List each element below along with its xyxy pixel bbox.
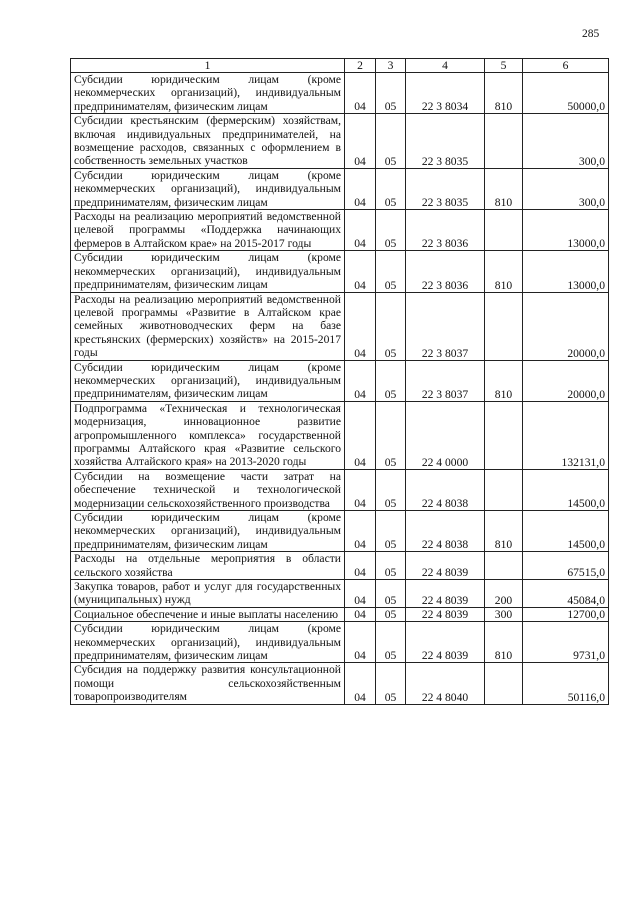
row-expense-type-cell	[485, 292, 523, 360]
row-name-cell: Закупка товаров, работ и услуг для государственных (муниципальных) нужд	[71, 580, 345, 608]
row-section-cell: 04	[345, 511, 376, 552]
row-subsection-cell: 05	[376, 663, 406, 704]
row-target-article-cell: 22 4 0000	[406, 401, 485, 469]
table-body	[71, 73, 609, 705]
row-section-cell: 04	[345, 469, 376, 510]
row-subsection-cell: 05	[376, 580, 406, 608]
row-target-article-cell: 22 3 8036	[406, 251, 485, 292]
table-row	[71, 168, 609, 209]
row-amount-cell: 13000,0	[523, 251, 609, 292]
row-section-cell: 04	[345, 251, 376, 292]
row-name-cell: Субсидии юридическим лицам (кроме некоммерческих организаций), индивидуальным предпринимателям, физическим лицам	[71, 251, 345, 292]
row-section-cell: 04	[345, 552, 376, 580]
row-expense-type-cell: 810	[485, 168, 523, 209]
row-name-cell: Расходы на реализацию мероприятий ведомственной целевой программы «Развитие в Алтайском крае семейных животноводческих ферм на базе крестьянских (фермерских) хозяйств» на 2015-2017 годы	[71, 292, 345, 360]
row-subsection-cell: 05	[376, 73, 406, 114]
table-row	[71, 251, 609, 292]
row-target-article-cell: 22 4 8038	[406, 469, 485, 510]
row-amount-cell: 14500,0	[523, 511, 609, 552]
row-subsection-cell: 05	[376, 401, 406, 469]
row-expense-type-cell: 810	[485, 73, 523, 114]
table-row	[71, 511, 609, 552]
col-header-5: 5	[485, 59, 523, 73]
row-expense-type-cell: 300	[485, 607, 523, 621]
row-subsection-cell: 05	[376, 292, 406, 360]
row-expense-type-cell: 200	[485, 580, 523, 608]
row-name-cell: Субсидии юридическим лицам (кроме некоммерческих организаций), индивидуальным предпринимателям, физическим лицам	[71, 622, 345, 663]
table-row	[71, 607, 609, 621]
row-subsection-cell: 05	[376, 607, 406, 621]
row-section-cell: 04	[345, 580, 376, 608]
row-amount-cell: 50116,0	[523, 663, 609, 704]
row-target-article-cell: 22 4 8038	[406, 511, 485, 552]
row-target-article-cell: 22 3 8034	[406, 73, 485, 114]
row-section-cell: 04	[345, 401, 376, 469]
table-row	[71, 73, 609, 114]
row-target-article-cell: 22 4 8039	[406, 552, 485, 580]
row-amount-cell: 67515,0	[523, 552, 609, 580]
row-name-cell: Подпрограмма «Техническая и технологическая модернизация, инновационное развитие агропромышленного комплекса» государственной программы Алтайского края «Развитие сельского хозяйства Алтайского края» на 2013-2020 годы	[71, 401, 345, 469]
row-amount-cell: 14500,0	[523, 469, 609, 510]
row-expense-type-cell	[485, 210, 523, 251]
row-expense-type-cell: 810	[485, 511, 523, 552]
row-expense-type-cell	[485, 401, 523, 469]
row-amount-cell: 300,0	[523, 168, 609, 209]
budget-table	[70, 58, 609, 705]
row-subsection-cell: 05	[376, 168, 406, 209]
row-name-cell: Социальное обеспечение и иные выплаты населению	[71, 607, 345, 621]
row-amount-cell: 45084,0	[523, 580, 609, 608]
row-expense-type-cell: 810	[485, 360, 523, 401]
col-header-2: 2	[345, 59, 376, 73]
row-expense-type-cell: 810	[485, 251, 523, 292]
row-expense-type-cell	[485, 469, 523, 510]
row-target-article-cell: 22 4 8039	[406, 607, 485, 621]
row-target-article-cell: 22 3 8035	[406, 168, 485, 209]
row-amount-cell: 20000,0	[523, 292, 609, 360]
row-section-cell: 04	[345, 292, 376, 360]
row-name-cell: Субсидии юридическим лицам (кроме некоммерческих организаций), индивидуальным предпринимателям, физическим лицам	[71, 73, 345, 114]
row-section-cell: 04	[345, 622, 376, 663]
row-name-cell: Расходы на отдельные мероприятия в области сельского хозяйства	[71, 552, 345, 580]
row-name-cell: Субсидия на поддержку развития консультационной помощи сельскохозяйственным товаропроизводителям	[71, 663, 345, 704]
table-row	[71, 580, 609, 608]
row-amount-cell: 300,0	[523, 114, 609, 169]
row-target-article-cell: 22 4 8039	[406, 622, 485, 663]
row-subsection-cell: 05	[376, 622, 406, 663]
row-section-cell: 04	[345, 210, 376, 251]
row-target-article-cell: 22 4 8039	[406, 580, 485, 608]
row-name-cell: Расходы на реализацию мероприятий ведомственной целевой программы «Поддержка начинающих фермеров в Алтайском крае» на 2015-2017 годы	[71, 210, 345, 251]
col-header-6: 6	[523, 59, 609, 73]
row-section-cell: 04	[345, 663, 376, 704]
row-subsection-cell: 05	[376, 511, 406, 552]
table-row	[71, 469, 609, 510]
row-name-cell: Субсидии на возмещение части затрат на обеспечение технической и технологической модернизации сельскохозяйственного производства	[71, 469, 345, 510]
row-expense-type-cell	[485, 663, 523, 704]
row-subsection-cell: 05	[376, 469, 406, 510]
row-amount-cell: 132131,0	[523, 401, 609, 469]
row-expense-type-cell	[485, 114, 523, 169]
col-header-3: 3	[376, 59, 406, 73]
table-row	[71, 622, 609, 663]
row-expense-type-cell	[485, 552, 523, 580]
table-row	[71, 360, 609, 401]
row-name-cell: Субсидии юридическим лицам (кроме некоммерческих организаций), индивидуальным предпринимателям, физическим лицам	[71, 511, 345, 552]
row-amount-cell: 12700,0	[523, 607, 609, 621]
row-section-cell: 04	[345, 607, 376, 621]
row-target-article-cell: 22 4 8040	[406, 663, 485, 704]
row-subsection-cell: 05	[376, 552, 406, 580]
col-header-4: 4	[406, 59, 485, 73]
row-section-cell: 04	[345, 360, 376, 401]
row-name-cell: Субсидии юридическим лицам (кроме некоммерческих организаций), индивидуальным предпринимателям, физическим лицам	[71, 168, 345, 209]
row-subsection-cell: 05	[376, 360, 406, 401]
header-row	[71, 59, 609, 73]
row-amount-cell: 50000,0	[523, 73, 609, 114]
row-amount-cell: 13000,0	[523, 210, 609, 251]
col-header-1: 1	[71, 59, 345, 73]
row-name-cell: Субсидии юридическим лицам (кроме некоммерческих организаций), индивидуальным предпринимателям, физическим лицам	[71, 360, 345, 401]
row-name-cell: Субсидии крестьянским (фермерским) хозяйствам, включая индивидуальных предпринимателей, на возмещение расходов, связанных с оформлением в собственность земельных участков	[71, 114, 345, 169]
row-target-article-cell: 22 3 8037	[406, 292, 485, 360]
table-row	[71, 552, 609, 580]
table-row	[71, 401, 609, 469]
table-row	[71, 210, 609, 251]
table-row	[71, 663, 609, 704]
row-section-cell: 04	[345, 73, 376, 114]
row-subsection-cell: 05	[376, 251, 406, 292]
table-row	[71, 292, 609, 360]
row-subsection-cell: 05	[376, 114, 406, 169]
row-subsection-cell: 05	[376, 210, 406, 251]
row-section-cell: 04	[345, 168, 376, 209]
row-section-cell: 04	[345, 114, 376, 169]
row-amount-cell: 9731,0	[523, 622, 609, 663]
row-target-article-cell: 22 3 8035	[406, 114, 485, 169]
page-number: 285	[582, 28, 600, 40]
row-amount-cell: 20000,0	[523, 360, 609, 401]
row-expense-type-cell: 810	[485, 622, 523, 663]
row-target-article-cell: 22 3 8036	[406, 210, 485, 251]
row-target-article-cell: 22 3 8037	[406, 360, 485, 401]
table-row	[71, 114, 609, 169]
